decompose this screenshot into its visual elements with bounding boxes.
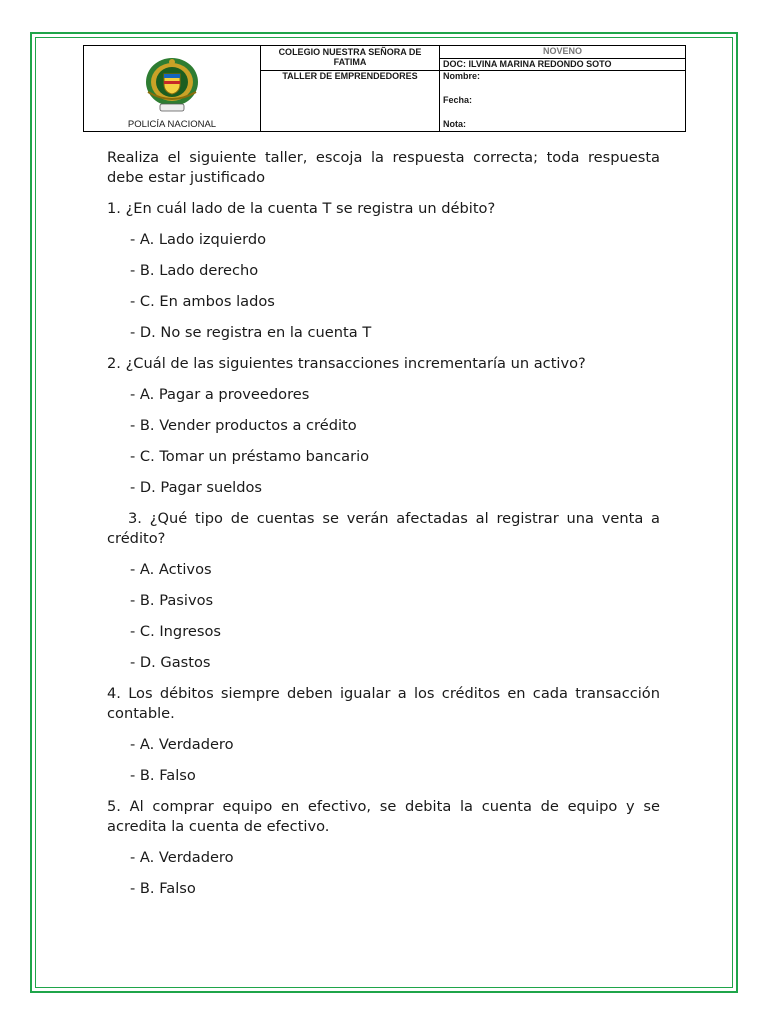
question-1-option-b: - B. Lado derecho — [130, 262, 259, 279]
question-2-option-c: - C. Tomar un préstamo bancario — [130, 448, 370, 465]
question-2: 2. ¿Cuál de las siguientes transacciones incrementaría un activo? — [107, 355, 586, 372]
question-3-option-a: - A. Activos — [130, 561, 212, 578]
workshop-title: TALLER DE EMPRENDEDORES — [261, 71, 440, 132]
instructions: Realiza el siguiente taller, escoja la respuesta correcta; toda respuesta debe estar justificado — [107, 149, 660, 186]
question-1-option-c: - C. En ambos lados — [130, 293, 275, 310]
name-field-label: Nombre: — [443, 71, 481, 81]
question-1: 1. ¿En cuál lado de la cuenta T se registra un débito? — [107, 200, 496, 217]
question-1-option-a: - A. Lado izquierdo — [130, 231, 267, 248]
question-4-option-a: - A. Verdadero — [130, 736, 234, 753]
question-2-option-d: - D. Pagar sueldos — [130, 479, 263, 496]
logo-cell — [84, 46, 261, 132]
question-2-option-b: - B. Vender productos a crédito — [130, 417, 357, 434]
question-5-option-a: - A. Verdadero — [130, 849, 234, 866]
question-3-option-b: - B. Pasivos — [130, 592, 214, 609]
question-1-option-d: - D. No se registra en la cuenta T — [130, 324, 372, 341]
police-emblem-icon — [136, 54, 208, 118]
question-3: 3. ¿Qué tipo de cuentas se verán afectadas al registrar una venta a crédito? — [107, 510, 660, 547]
question-5: 5. Al comprar equipo en efectivo, se debita la cuenta de equipo y se acredita la cuenta de efectivo. — [107, 798, 660, 835]
question-4-option-b: - B. Falso — [130, 767, 196, 784]
question-5-option-b: - B. Falso — [130, 880, 196, 897]
question-2-option-a: - A. Pagar a proveedores — [130, 386, 310, 403]
question-3-option-d: - D. Gastos — [130, 654, 211, 671]
school-name: COLEGIO NUESTRA SEÑORA DE FATIMA — [261, 46, 440, 71]
student-fields — [440, 71, 686, 132]
worksheet-body — [107, 148, 660, 910]
logo-label: POLICÍA NACIONAL — [127, 119, 217, 130]
teacher-name: DOC: ILVINA MARINA REDONDO SOTO — [440, 59, 686, 71]
question-3-option-c: - C. Ingresos — [130, 623, 221, 640]
grade-field-label: Nota: — [443, 119, 466, 129]
date-field-label: Fecha: — [443, 95, 473, 105]
grade-level: NOVENO — [440, 46, 686, 59]
question-4: 4. Los débitos siempre deben igualar a los créditos en cada transacción contable. — [107, 685, 660, 722]
document-header — [83, 45, 686, 132]
